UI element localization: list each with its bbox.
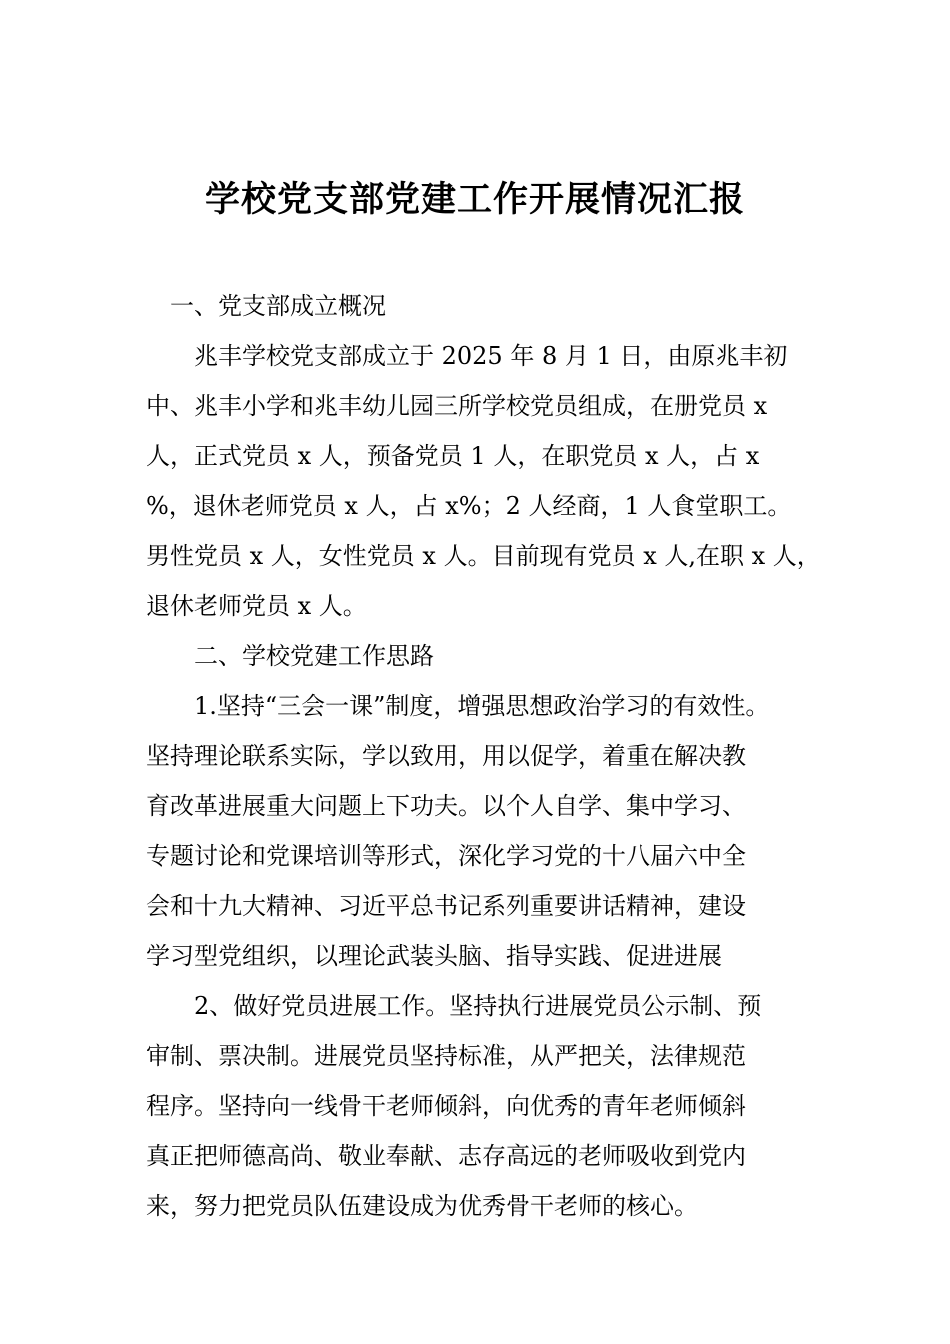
paragraph-line: 中、兆丰小学和兆丰幼儿园三所学校党员组成，在册党员 x — [146, 392, 768, 420]
document-title: 学校党支部党建工作开展情况汇报 — [204, 179, 745, 220]
paragraph-line: 程序。坚持向一线骨干老师倾斜，向优秀的青年老师倾斜 — [146, 1092, 746, 1120]
paragraph-line: 专题讨论和党课培训等形式，深化学习党的十八届六中全 — [146, 842, 746, 870]
paragraph-line: 会和十九大精神、习近平总书记系列重要讲话精神，建设 — [146, 892, 746, 920]
paragraph-line: 退休老师党员 x 人。 — [146, 592, 367, 620]
paragraph-line: 来，努力把党员队伍建设成为优秀骨干老师的核心。 — [146, 1192, 698, 1220]
paragraph-line: 人，正式党员 x 人，预备党员 1 人，在职党员 x 人，占 x — [146, 442, 760, 470]
paragraph-line: 坚持理论联系实际，学以致用，用以促学，着重在解决教 — [146, 742, 746, 770]
paragraph-line: 审制、票决制。进展党员坚持标准，从严把关，法律规范 — [146, 1042, 746, 1070]
paragraph-line: 1.坚持“三会一课”制度，增强思想政治学习的有效性。 — [194, 692, 770, 720]
document-body — [146, 281, 821, 1231]
paragraph-line: 育改革进展重大问题上下功夫。以个人自学、集中学习、 — [146, 792, 746, 820]
section-heading: 一、党支部成立概况 — [170, 292, 386, 320]
paragraph-line: 男性党员 x 人，女性党员 x 人。目前现有党员 x 人,在职 x 人， — [146, 542, 821, 570]
paragraph-line: 学习型党组织，以理论武装头脑、指导实践、促进进展 — [146, 942, 722, 970]
paragraph-line: 真正把师德高尚、敬业奉献、志存高远的老师吸收到党内 — [146, 1142, 746, 1170]
paragraph-line: %，退休老师党员 x 人，占 x%；2 人经商，1 人食堂职工。 — [146, 492, 792, 520]
paragraph-line: 兆丰学校党支部成立于 2025 年 8 月 1 日，由原兆丰初 — [194, 342, 788, 370]
section-heading: 二、学校党建工作思路 — [194, 642, 434, 670]
paragraph-line: 2、做好党员进展工作。坚持执行进展党员公示制、预 — [194, 992, 762, 1020]
